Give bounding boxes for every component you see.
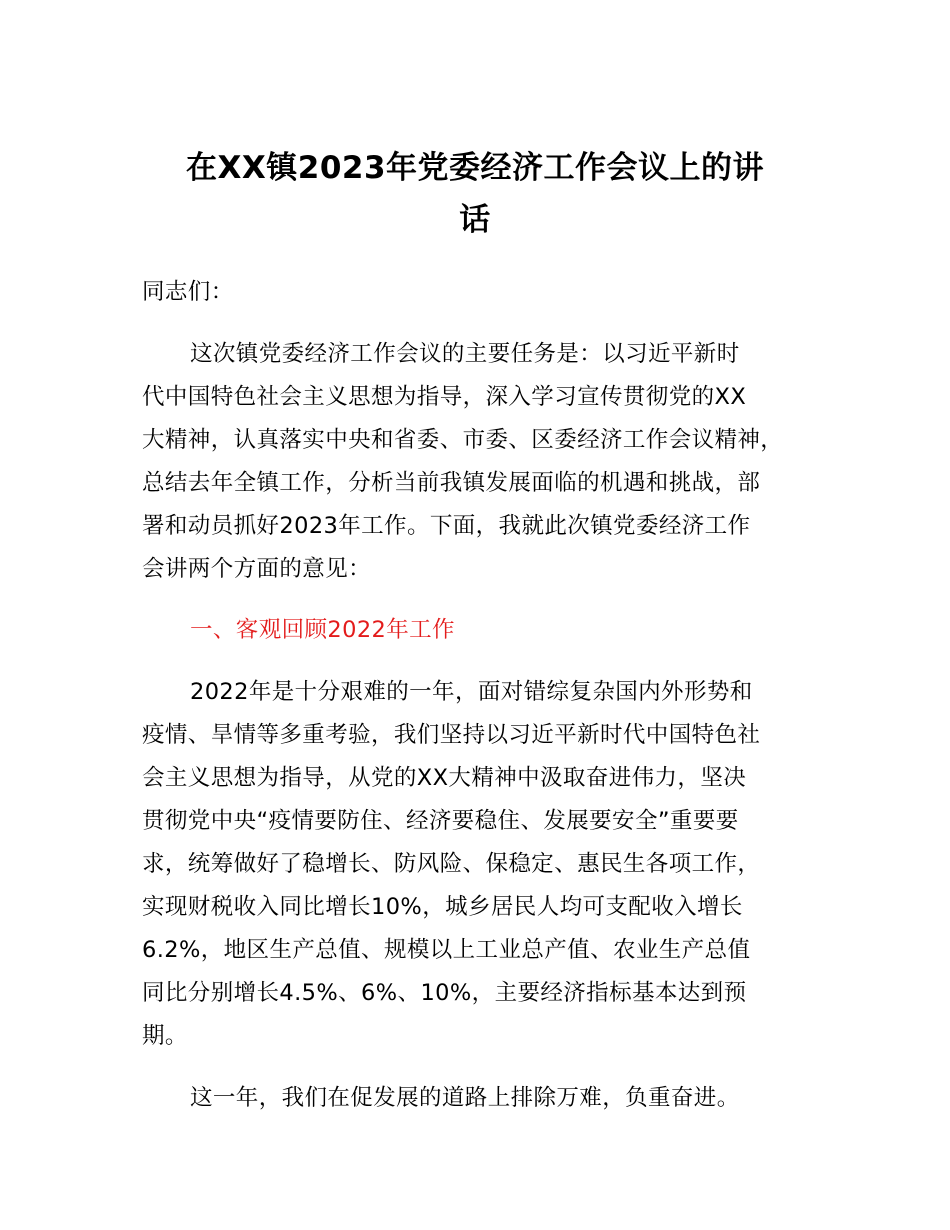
paragraph-2-line-4: 贯彻党中央“疫情要防住、经济要稳住、发展要安全”重要要 — [142, 808, 739, 834]
document-title-line-1: 在XX镇2023年党委经济工作会议上的讲 — [185, 150, 765, 186]
paragraph-1-line-3: 大精神，认真落实中央和省委、市委、区委经济工作会议精神， — [142, 427, 784, 453]
paragraph-1-line-6: 会讲两个方面的意见： — [142, 556, 372, 582]
paragraph-1-line-4: 总结去年全镇工作，分析当前我镇发展面临的机遇和挑战，部 — [142, 470, 761, 496]
paragraph-2-line-7: 6.2%，地区生产总值、规模以上工业总产值、农业生产总值 — [142, 937, 751, 963]
paragraph-1-line-1: 这次镇党委经济工作会议的主要任务是：以习近平新时 — [190, 341, 740, 367]
paragraph-2-line-8: 同比分别增长4.5%、6%、10%，主要经济指标基本达到预 — [142, 980, 747, 1006]
section-heading-1: 一、客观回顾2022年工作 — [190, 617, 455, 643]
paragraph-1-line-5: 署和动员抓好2023年工作。下面，我就此次镇党委经济工作 — [142, 513, 751, 539]
salutation: 同志们： — [142, 279, 234, 305]
paragraph-2-line-2: 疫情、旱情等多重考验，我们坚持以习近平新时代中国特色社 — [142, 722, 761, 748]
paragraph-2-line-9: 期。 — [142, 1023, 188, 1049]
paragraph-2-line-3: 会主义思想为指导，从党的XX大精神中汲取奋进伟力，坚决 — [142, 765, 747, 791]
paragraph-3-line-1: 这一年，我们在促发展的道路上排除万难，负重奋进。 — [190, 1085, 740, 1111]
document-title-line-2: 话 — [459, 202, 491, 238]
paragraph-1-line-2: 代中国特色社会主义思想为指导，深入学习宣传贯彻党的XX — [142, 384, 747, 410]
paragraph-2-line-1: 2022年是十分艰难的一年，面对错综复杂国内外形势和 — [190, 679, 753, 705]
paragraph-2-line-5: 求，统筹做好了稳增长、防风险、保稳定、惠民生各项工作， — [142, 851, 761, 877]
paragraph-2-line-6: 实现财税收入同比增长10%，城乡居民人均可支配收入增长 — [142, 894, 743, 920]
